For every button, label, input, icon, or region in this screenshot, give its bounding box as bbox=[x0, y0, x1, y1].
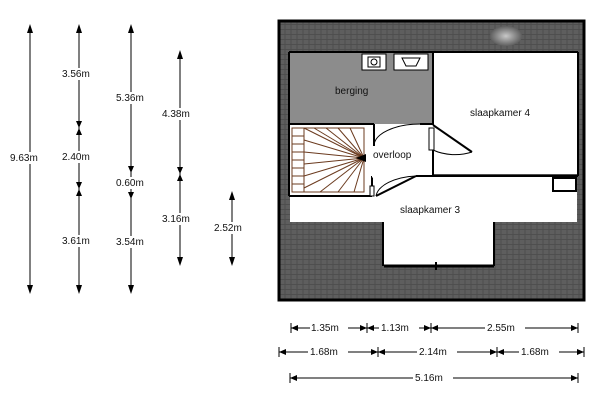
dim-h-row2-3: 1.68m bbox=[521, 347, 549, 358]
dim-left-3: 3.61m bbox=[62, 236, 90, 247]
dim-h-row1-2: 1.13m bbox=[381, 323, 409, 334]
dim-h-row1-3: 2.55m bbox=[487, 323, 515, 334]
washing-machine-icon bbox=[362, 54, 386, 70]
dim-h-row1-1: 1.35m bbox=[311, 323, 339, 334]
horizontal-dimension-labels bbox=[308, 321, 559, 384]
dim-total-height: 9.63m bbox=[10, 153, 38, 164]
label-overloop: overloop bbox=[373, 150, 412, 161]
dim-mid-2: 0.60m bbox=[116, 178, 144, 189]
floor-plan-drawing bbox=[279, 21, 584, 300]
label-slaapkamer-4: slaapkamer 4 bbox=[470, 108, 531, 119]
dim-h-row2-1: 1.68m bbox=[310, 347, 338, 358]
dryer-icon bbox=[394, 54, 428, 70]
dim-left-1: 3.56m bbox=[62, 69, 90, 80]
dim-right-1: 4.38m bbox=[162, 109, 190, 120]
label-slaapkamer-3: slaapkamer 3 bbox=[400, 205, 461, 216]
skylight bbox=[490, 26, 522, 46]
dim-h-row2-2: 2.14m bbox=[419, 347, 447, 358]
vertical-dimension-labels bbox=[2, 68, 256, 248]
dim-h-total: 5.16m bbox=[415, 373, 443, 384]
dim-mid-3: 3.54m bbox=[116, 237, 144, 248]
dim-mid-1: 5.36m bbox=[116, 93, 144, 104]
dim-far-right: 2.52m bbox=[214, 223, 242, 234]
label-berging: berging bbox=[335, 86, 369, 97]
dormer-slaapkamer-3 bbox=[384, 220, 493, 266]
dim-left-2: 2.40m bbox=[62, 152, 90, 163]
dim-right-2: 3.16m bbox=[162, 214, 190, 225]
